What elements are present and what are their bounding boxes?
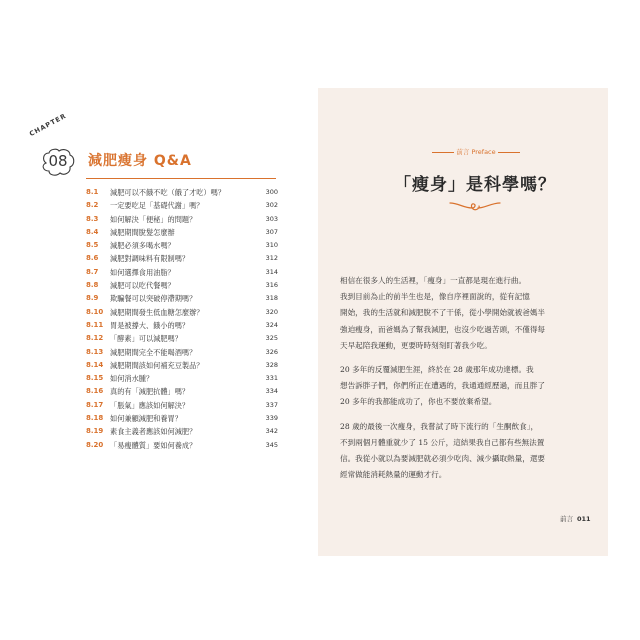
body-line: 我到目前為止的前半生也是，像自序裡面說的，從有記憶 xyxy=(340,292,530,302)
toc-row xyxy=(86,292,278,305)
toc-title: 如何解決「便秘」的問題？ xyxy=(110,214,197,224)
toc-page: 331 xyxy=(265,374,278,383)
toc-title: 欺騙餐可以突破停滯期嗎？ xyxy=(110,294,197,304)
footer-label: 前言 xyxy=(560,515,573,523)
body-line: 強迫瘦身，而爸媽為了幫我減肥，也沒少吃過苦頭，不僅得每 xyxy=(340,324,546,334)
toc-row xyxy=(86,359,278,372)
toc-row xyxy=(86,186,278,199)
toc-title: 一定要吃足「基礎代謝」嗎？ xyxy=(110,201,204,211)
toc-row xyxy=(86,226,278,239)
toc-row xyxy=(86,319,278,332)
table-of-contents xyxy=(86,186,278,452)
chapter-number: 08 xyxy=(48,152,68,170)
toc-row xyxy=(86,399,278,412)
page-footer xyxy=(560,514,591,523)
toc-row xyxy=(86,199,278,212)
toc-title: 減肥期間該如何補充豆製品？ xyxy=(110,360,204,370)
toc-page: 342 xyxy=(265,427,278,436)
body-line: 不到兩個月體重就少了 15 公斤，這結果我自己都有些無法置 xyxy=(340,437,545,447)
body-line: 經常做能消耗熱量的運動才行。 xyxy=(340,470,447,480)
toc-number: 8.2 xyxy=(86,201,99,210)
toc-page: 307 xyxy=(265,227,278,236)
toc-page: 302 xyxy=(265,201,278,210)
toc-title: 胃是被撐大、餓小的嗎？ xyxy=(110,320,190,330)
toc-number: 8.15 xyxy=(86,374,104,383)
toc-title: 減肥可以不餓不吃（餓了才吃）嗎？ xyxy=(110,188,226,197)
body-line: 天早起陪我運動，更要時時刻刻盯著我少吃。 xyxy=(340,340,492,350)
toc-row xyxy=(86,372,278,385)
toc-row xyxy=(86,439,278,452)
toc-row xyxy=(86,213,278,226)
toc-page: 314 xyxy=(265,267,278,276)
toc-number: 8.18 xyxy=(86,414,104,423)
chapter-label-text: CHAPTER xyxy=(28,111,68,139)
toc-row xyxy=(86,252,278,265)
paragraph-gap xyxy=(340,411,590,419)
toc-title: 減肥期間完全不能喝酒嗎？ xyxy=(110,347,197,357)
chapter-title: 減肥瘦身 Q&A xyxy=(88,153,192,169)
toc-number: 8.12 xyxy=(86,334,104,343)
toc-number: 8.19 xyxy=(86,427,104,436)
toc-number: 8.8 xyxy=(86,281,99,290)
toc-page: 300 xyxy=(265,188,278,196)
body-line: 28 歲的最後一次瘦身，我嘗試了時下流行的「生酮飲食」， xyxy=(340,421,539,431)
toc-number: 8.10 xyxy=(86,307,104,316)
preface-body xyxy=(340,273,590,483)
toc-number: 8.16 xyxy=(86,387,104,396)
chapter-label xyxy=(26,111,68,143)
toc-page: 324 xyxy=(265,320,278,329)
title-divider xyxy=(86,178,276,179)
toc-title: 如何兼顧減肥和養胃？ xyxy=(110,414,182,424)
toc-title: 如何消水腫？ xyxy=(110,374,154,384)
toc-page: 320 xyxy=(265,307,278,316)
toc-title: 減肥可以吃代餐嗎？ xyxy=(110,281,175,291)
body-line: 20 多年的反覆減肥生涯，終於在 28 歲那年成功達標。我 xyxy=(340,364,534,374)
toc-number: 8.1 xyxy=(86,188,99,196)
preface-line-right xyxy=(498,152,520,153)
toc-page: 337 xyxy=(265,400,278,409)
toc-number: 8.7 xyxy=(86,267,99,276)
paragraph-gap xyxy=(340,354,590,362)
body-line: 想告訴胖子們，你們所正在遭遇的，我通通經歷過，而且胖了 xyxy=(340,381,546,391)
preface-title: 「瘦身」是科學嗎？ xyxy=(394,175,556,195)
toc-title: 真的有「減肥抗體」嗎？ xyxy=(110,387,190,397)
toc-row xyxy=(86,332,278,345)
toc-number: 8.5 xyxy=(86,241,99,250)
toc-title: 素食主義者應該如何減肥？ xyxy=(110,427,197,437)
chapter-badge xyxy=(40,148,76,178)
toc-page: 312 xyxy=(265,254,278,263)
page-number: 011 xyxy=(577,515,591,523)
toc-number: 8.9 xyxy=(86,294,99,303)
toc-title: 減肥必須多喝水嗎？ xyxy=(110,241,175,251)
body-line: 相信在很多人的生活裡，「瘦身」一直都是現在進行曲。 xyxy=(340,276,527,285)
toc-page: 328 xyxy=(265,360,278,369)
toc-row xyxy=(86,279,278,292)
toc-number: 8.6 xyxy=(86,254,99,263)
toc-page: 325 xyxy=(265,334,278,343)
toc-page: 303 xyxy=(265,214,278,223)
toc-number: 8.4 xyxy=(86,227,99,236)
toc-row xyxy=(86,239,278,252)
toc-title: 「酵素」可以減肥嗎？ xyxy=(110,334,182,344)
toc-number: 8.14 xyxy=(86,360,104,369)
toc-title: 如何選擇食用油脂？ xyxy=(110,267,175,277)
toc-number: 8.17 xyxy=(86,400,104,409)
body-line: 20 多年的我都能成功了，你也不要放棄希望。 xyxy=(340,397,497,407)
toc-title: 減肥期間脫髮怎麼辦 xyxy=(110,227,175,237)
toc-row xyxy=(86,346,278,359)
toc-page: 310 xyxy=(265,241,278,250)
toc-page: 318 xyxy=(265,294,278,303)
toc-page: 334 xyxy=(265,387,278,396)
toc-title: 「易瘦體質」要如何養成？ xyxy=(110,440,197,450)
toc-row xyxy=(86,412,278,425)
toc-number: 8.13 xyxy=(86,347,104,356)
toc-page: 345 xyxy=(265,440,278,449)
body-line: 信。我從小就以為要減肥就必須少吃肉、減少攝取熱量，還要 xyxy=(340,453,546,463)
toc-number: 8.11 xyxy=(86,320,104,329)
swirl-ornament-icon xyxy=(448,199,502,215)
toc-row xyxy=(86,306,278,319)
toc-row xyxy=(86,385,278,398)
toc-number: 8.20 xyxy=(86,440,104,449)
toc-page: 326 xyxy=(265,347,278,356)
toc-title: 減肥對調味料有限制嗎？ xyxy=(110,254,190,264)
toc-page: 339 xyxy=(265,414,278,423)
preface-label: 前言 Preface xyxy=(456,148,496,156)
toc-page: 316 xyxy=(265,281,278,290)
body-line: 開始，我的生活就和減肥脫不了干係，從小學開始就被爸媽半 xyxy=(340,308,546,318)
toc-title: 減肥期間發生低血糖怎麼辦？ xyxy=(110,307,204,317)
toc-number: 8.3 xyxy=(86,214,99,223)
toc-row xyxy=(86,425,278,438)
toc-row xyxy=(86,266,278,279)
toc-title: 「脹氣」應該如何解決？ xyxy=(110,400,190,410)
